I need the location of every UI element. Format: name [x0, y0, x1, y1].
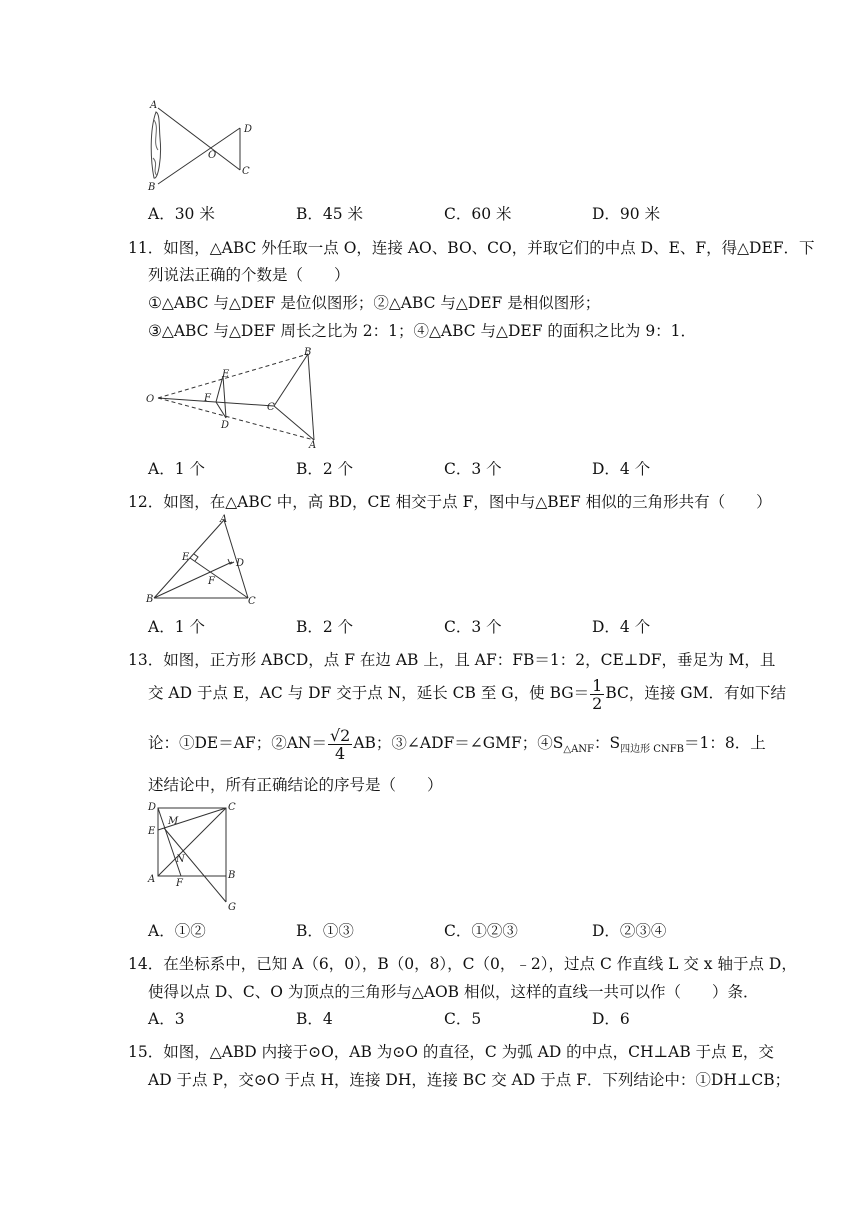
q11-option-b[interactable]: B．2 个 — [296, 460, 354, 478]
q14-text-line1: 14．在坐标系中，已知 A（6，0），B（0，8），C（0，﹣2），过点 C 作直线 L 交 x 轴于点 D， — [128, 955, 797, 973]
q13-frac2-den: 4 — [335, 743, 346, 763]
q11-text-line3: ①△ABC 与△DEF 是位似图形；②△ABC 与△DEF 是相似图形； — [148, 294, 601, 312]
q12-label-c: C — [248, 596, 256, 607]
q11-text-line2: 列说法正确的个数是（ ） — [148, 266, 350, 284]
q10-label-b: B — [148, 182, 156, 193]
q11-text-line4: ③△ABC 与△DEF 周长之比为 2：1；④△ABC 与△DEF 的面积之比为 9：1． — [148, 322, 697, 340]
q12-option-a[interactable]: A．1 个 — [148, 618, 205, 636]
q13-label-e: E — [148, 826, 156, 837]
q13-sub-anf: △ANF — [563, 744, 594, 756]
q14-option-c[interactable]: C．5 — [444, 1010, 482, 1028]
q13-label-c: C — [228, 802, 236, 813]
q10-figure — [140, 98, 260, 192]
q11-figure — [144, 346, 334, 450]
q10-label-d: D — [244, 124, 253, 135]
q15-text-line2: AD 于点 P，交⊙O 于点 H，连接 DH，连接 BC 交 AD 于点 F．下列结论中：①DH⊥CB； — [148, 1071, 791, 1089]
q13-option-c[interactable]: C．①②③ — [444, 922, 518, 940]
q11-option-c[interactable]: C．3 个 — [444, 460, 502, 478]
q13-label-m: M — [168, 816, 179, 827]
q13-label-n: N — [176, 854, 185, 865]
q13-text-line4: 述结论中，所有正确结论的序号是（ ） — [148, 776, 443, 794]
q12-label-b: B — [146, 594, 154, 605]
q14-option-a[interactable]: A．3 — [148, 1010, 185, 1028]
q11-option-d[interactable]: D．4 个 — [592, 460, 651, 478]
q13-line3-mid: AB；③∠ADF＝∠GMF；④S — [353, 734, 564, 752]
q13-frac1-num: 1 — [592, 675, 603, 695]
q13-label-b: B — [228, 870, 236, 881]
q12-option-d[interactable]: D．4 个 — [592, 618, 651, 636]
q11-label-b: B — [304, 347, 312, 358]
q10-label-c: C — [242, 166, 250, 177]
q13-line3-mid2: ：S — [594, 734, 621, 752]
q13-fraction-root2-over-4 — [328, 727, 352, 762]
q12-option-c[interactable]: C．3 个 — [444, 618, 502, 636]
q12-option-b[interactable]: B．2 个 — [296, 618, 354, 636]
q13-line3-end: ＝1：8．上 — [684, 734, 766, 752]
q10-option-c[interactable]: C．60 米 — [444, 205, 512, 223]
q13-text-line2 — [148, 674, 786, 712]
q13-fraction-half — [590, 677, 604, 712]
q13-label-f: F — [176, 878, 183, 889]
q11-label-f: F — [204, 393, 211, 404]
q13-option-d[interactable]: D．②③④ — [592, 922, 667, 940]
q11-option-a[interactable]: A．1 个 — [148, 460, 205, 478]
q13-frac1-den: 2 — [592, 693, 603, 713]
q13-figure — [144, 798, 244, 916]
q13-text-line1: 13．如图，正方形 ABCD，点 F 在边 AB 上，且 AF：FB＝1：2，CE⊥DF，垂足为 M，且 — [128, 651, 776, 669]
q14-option-b[interactable]: B．4 — [296, 1010, 333, 1028]
q13-label-d: D — [148, 802, 157, 813]
q10-option-b[interactable]: B．45 米 — [296, 205, 364, 223]
q13-line2-start: 交 AD 于点 E，AC 与 DF 交于点 N，延长 CB 至 G，使 BG＝ — [148, 684, 590, 702]
q13-line2-end: BC，连接 GM．有如下结 — [605, 684, 787, 702]
q11-text-line1: 11．如图，△ABC 外任取一点 O，连接 AO、BO、CO，并取它们的中点 D、E、F，得△DEF．下 — [128, 239, 815, 257]
q10-option-a[interactable]: A．30 米 — [148, 205, 215, 223]
q12-label-d: D — [236, 558, 245, 569]
q11-label-a: A — [309, 440, 317, 451]
q12-label-a: A — [220, 514, 228, 525]
q13-option-b[interactable]: B．①③ — [296, 922, 354, 940]
q11-label-o: O — [146, 394, 155, 405]
q15-text-line1: 15．如图，△ABD 内接于⊙O，AB 为⊙O 的直径，C 为弧 AD 的中点，CH⊥AB 于点 E，交 — [128, 1043, 774, 1061]
q13-sub-cnfb: 四边形 CNFB — [620, 744, 684, 756]
q10-label-a: A — [150, 100, 158, 111]
q12-text-line1: 12．如图，在△ABC 中，高 BD，CE 相交于点 F，图中与△BEF 相似的三角形共有（ ） — [128, 493, 772, 511]
q13-label-g: G — [228, 902, 236, 913]
q13-label-a: A — [148, 874, 156, 885]
q13-line3-start: 论：①DE＝AF；②AN＝ — [148, 734, 327, 752]
q10-label-o: O — [208, 150, 217, 161]
q12-label-f: F — [208, 576, 215, 587]
q11-label-e: E — [222, 369, 230, 380]
q12-figure — [144, 512, 264, 608]
q11-label-c: C — [267, 402, 275, 413]
q11-label-d: D — [221, 420, 230, 431]
q13-frac2-num: √2 — [329, 725, 351, 745]
q13-text-line3 — [148, 724, 766, 769]
q14-option-d[interactable]: D．6 — [592, 1010, 630, 1028]
q10-option-d[interactable]: D．90 米 — [592, 205, 661, 223]
q13-option-a[interactable]: A．①② — [148, 922, 206, 940]
q14-text-line2: 使得以点 D、C、O 为顶点的三角形与△AOB 相似，这样的直线一共可以作（ ）条． — [148, 983, 759, 1001]
q12-label-e: E — [182, 552, 190, 563]
